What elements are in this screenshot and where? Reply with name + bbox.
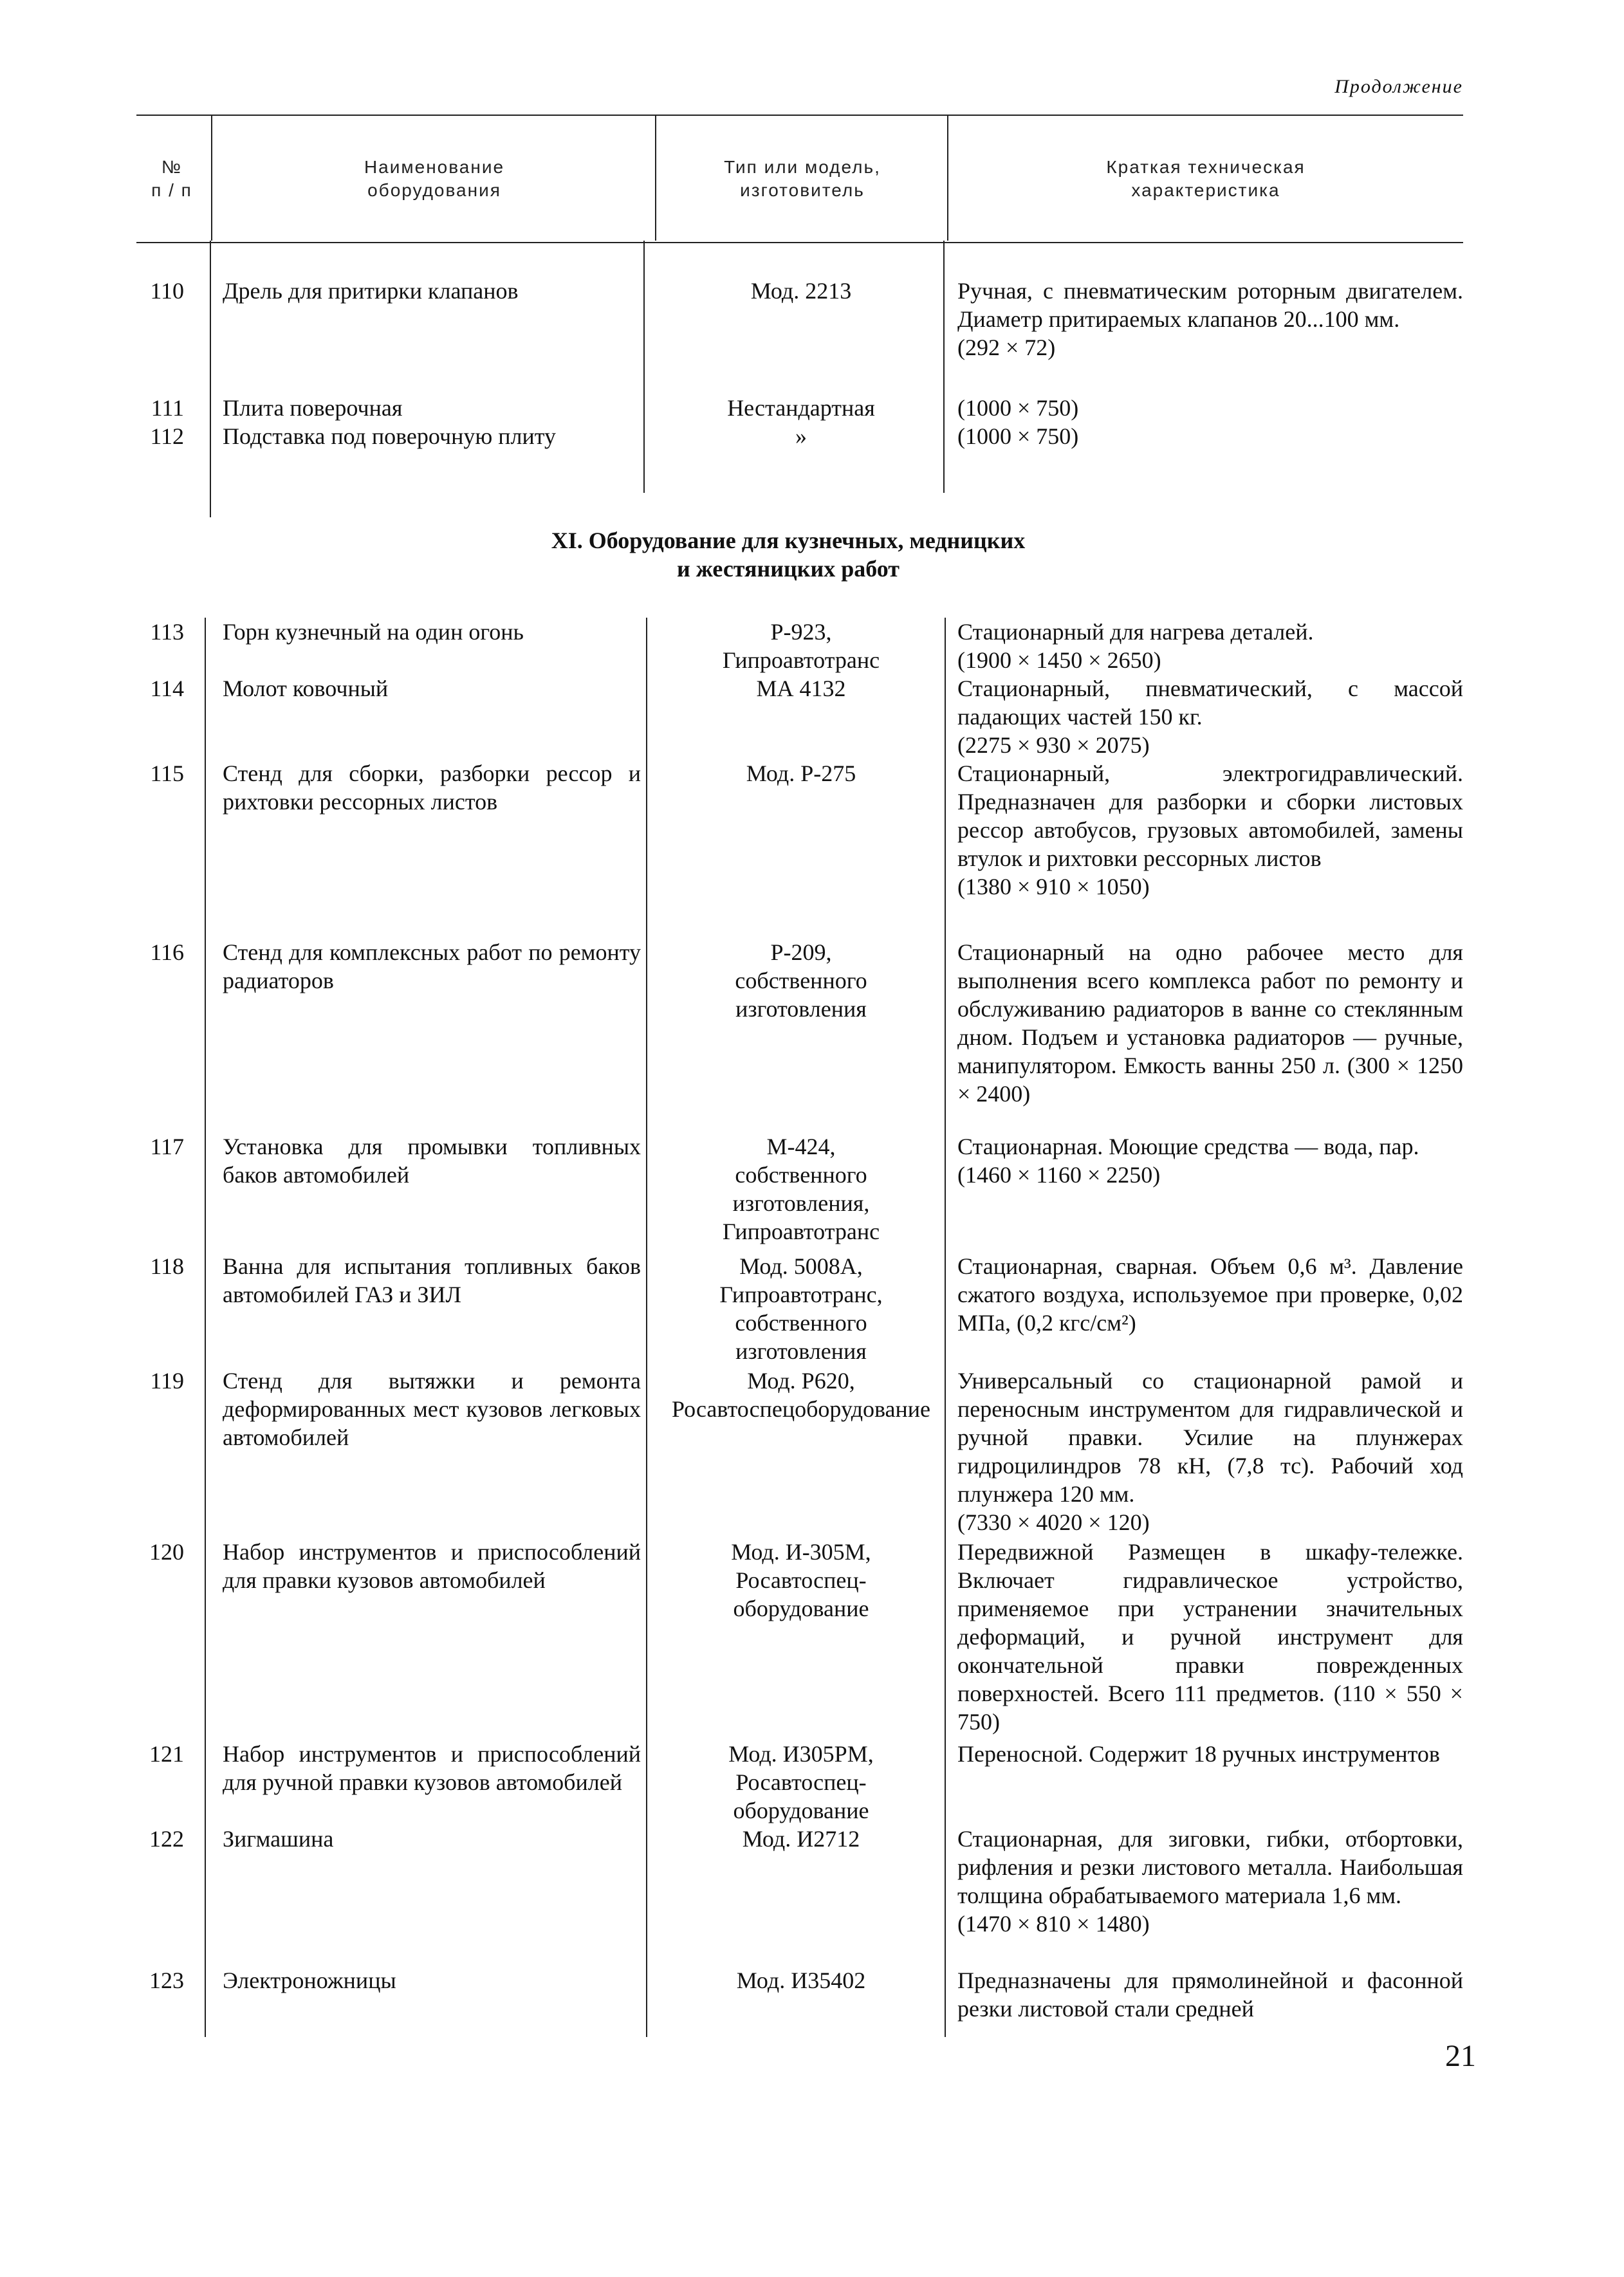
row-number: 115	[150, 761, 184, 786]
equipment-spec: Универсальный со стационарной рамой и переносным инструментом для гидравлической и ручной правки. Усилие на плунжерах гидроцилиндров 78 кН, (7,8 тс). Рабочий ход плунжера 120 мм. (7330 × 4020 × 120)	[957, 1368, 1463, 1535]
equipment-spec: Стационарный на одно рабочее место для выполнения всего комплекса работ по ремонту и обслуживанию радиаторов в ванне со стеклянным дном. Подъем и установка радиаторов — ручные, манипулятором. Емкость ванны 250 л. (300 × 1250 × 2400)	[957, 939, 1463, 1107]
row-number: 121	[149, 1741, 184, 1767]
row-number: 113	[150, 619, 184, 645]
equipment-spec: (1000 × 750)	[957, 395, 1079, 421]
equipment-model: Мод. Р620, Росавтоспецоборудование	[671, 1368, 931, 1422]
equipment-name: Дрель для притирки клапанов	[223, 278, 519, 304]
column-divider	[205, 618, 206, 2037]
equipment-name: Набор инструментов и приспособлений для ручной правки кузовов автомобилей	[223, 1741, 641, 1795]
equipment-model: Р-209, собственного изготовления	[735, 939, 867, 1022]
equipment-model: Мод. 5008А, Гипроавтотранс, собственного изготовления	[719, 1253, 883, 1364]
equipment-spec: Стационарная. Моющие средства — вода, пар. (1460 × 1160 × 2250)	[957, 1134, 1419, 1188]
equipment-name: Плита поверочная	[223, 395, 403, 421]
equipment-spec: Ручная, с пневматическим роторным двигателем. Диаметр притираемых клапанов 20...100 мм. (292 × 72)	[957, 278, 1463, 360]
row-number: 112	[150, 423, 184, 449]
header-model: Тип или модель, изготовитель	[724, 157, 881, 200]
column-divider	[646, 618, 647, 2037]
equipment-spec: Стационарная, сварная. Объем 0,6 м³. Давление сжатого воздуха, используемое при проверке, 0,02 МПа, (0,2 кгс/см²)	[957, 1253, 1463, 1336]
equipment-model: Мод. 2213	[750, 278, 852, 304]
equipment-model: »	[795, 423, 807, 449]
row-number: 118	[150, 1253, 184, 1279]
equipment-name: Электроножницы	[223, 1968, 396, 1993]
header-name: Наименование оборудования	[364, 157, 505, 200]
row-number: 120	[149, 1539, 184, 1565]
equipment-name: Стенд для вытяжки и ремонта деформированных мест кузовов легковых автомобилей	[223, 1368, 641, 1450]
table-header	[136, 115, 1463, 243]
equipment-name: Горн кузнечный на один огонь	[223, 619, 524, 645]
equipment-model: МА 4132	[756, 676, 846, 701]
row-number: 117	[150, 1134, 184, 1159]
equipment-name: Подставка под поверочную плиту	[223, 423, 556, 449]
equipment-spec: Стационарный, пневматический, с массой падающих частей 150 кг. (2275 × 930 × 2075)	[957, 676, 1463, 758]
equipment-model: Мод. И2712	[742, 1826, 860, 1852]
equipment-name: Стенд для комплексных работ по ремонту радиаторов	[223, 939, 641, 993]
header-divider	[655, 115, 656, 241]
equipment-spec: (1000 × 750)	[957, 423, 1079, 449]
equipment-name: Установка для промывки топливных баков автомобилей	[223, 1134, 641, 1188]
equipment-spec: Переносной. Содержит 18 ручных инструментов	[957, 1741, 1440, 1767]
equipment-spec: Стационарный для нагрева деталей. (1900 × 1450 × 2650)	[957, 619, 1314, 673]
continuation-label: Продолжение	[1334, 76, 1463, 97]
equipment-name: Стенд для сборки, разборки рессор и рихтовки рессорных листов	[223, 761, 641, 815]
row-number: 119	[150, 1368, 184, 1394]
page-number: 21	[1445, 2039, 1476, 2073]
header-divider	[947, 115, 948, 241]
row-number: 111	[151, 395, 184, 421]
column-divider	[210, 241, 211, 517]
header-divider	[211, 115, 212, 241]
row-number: 110	[150, 278, 184, 304]
row-number: 114	[150, 676, 184, 701]
row-number: 123	[149, 1968, 184, 1993]
equipment-name: Молот ковочный	[223, 676, 389, 701]
equipment-model: Нестандартная	[727, 395, 875, 421]
equipment-model: Мод. Р-275	[746, 761, 856, 786]
equipment-model: Мод. И35402	[736, 1968, 866, 1993]
header-num: № п / п	[151, 157, 192, 200]
equipment-spec: Передвижной Размещен в шкафу-тележке. Включает гидравлическое устройство, применяемое при устранении значительных деформаций, и ручной инструмент для окончательной правки поврежденных поверхностей. Всего 111 предметов. (110 × 550 × 750)	[957, 1539, 1463, 1735]
equipment-spec: Стационарный, электрогидравлический. Предназначен для разборки и сборки листовых рессор автобусов, грузовых автомобилей, замены втулок и рихтовки рессорных листов (1380 × 910 × 1050)	[957, 761, 1463, 899]
header-spec: Краткая техническая характеристика	[1106, 157, 1306, 200]
equipment-spec: Предназначены для прямолинейной и фасонной резки листовой стали средней	[957, 1968, 1463, 2022]
equipment-model: Мод. И-305М, Росавтоспец- оборудование	[731, 1539, 871, 1621]
row-number: 122	[149, 1826, 184, 1852]
column-divider	[643, 241, 645, 493]
equipment-name: Набор инструментов и приспособлений для правки кузовов автомобилей	[223, 1539, 641, 1593]
equipment-model: Р-923, Гипроавтотранс	[722, 619, 880, 673]
section-title: XI. Оборудование для кузнечных, медницких и жестяницких работ	[551, 528, 1026, 582]
equipment-model: М-424, собственного изготовления, Гипроавтотранс	[722, 1134, 880, 1244]
equipment-name: Ванна для испытания топливных баков автомобилей ГАЗ и ЗИЛ	[223, 1253, 641, 1307]
equipment-model: Мод. И305РМ, Росавтоспец- оборудование	[728, 1741, 874, 1823]
equipment-spec: Стационарная, для зиговки, гибки, отбортовки, рифления и резки листового металла. Наибольшая толщина обрабатываемого материала 1,6 мм. (1470 × 810 × 1480)	[957, 1826, 1463, 1937]
row-number: 116	[150, 939, 184, 965]
equipment-name: Зигмашина	[223, 1826, 334, 1852]
